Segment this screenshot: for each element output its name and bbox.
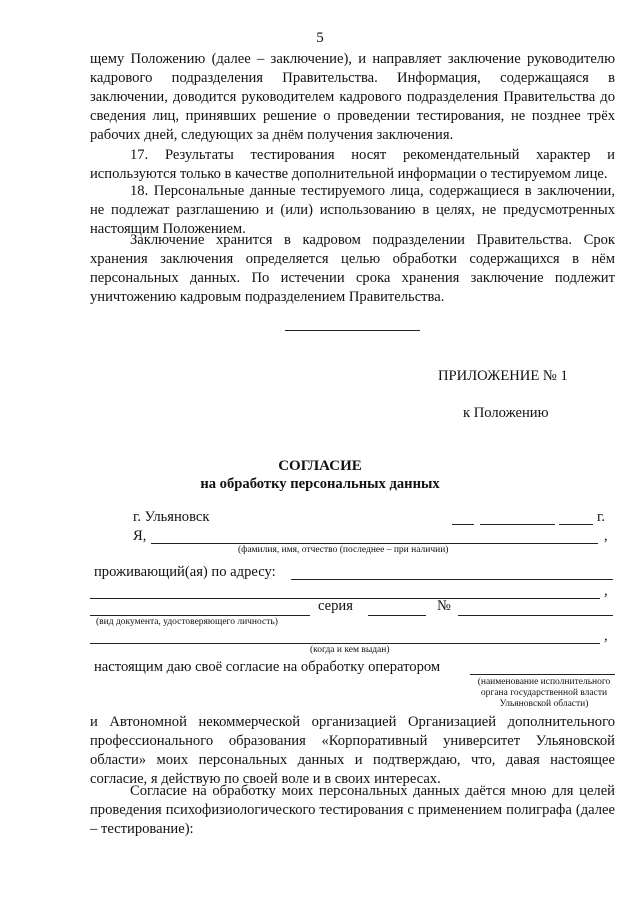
date-day-field[interactable] — [452, 524, 474, 525]
page-number: 5 — [316, 30, 324, 46]
consent-subtitle: на обработку персональных данных — [200, 476, 440, 492]
document-hint: (вид документа, удостоверяющего личность) — [96, 617, 278, 627]
paragraph-intro-continued: щему Положению (далее – заключение), и направляет заключение руководителю кадрового подразделения Правительства. Информация, содержащаяся в заключении, доводится руководителем кадрового подразделения Правительства до сведения лиц, принявших решение о проведении тестирования, не позднее трёх рабочих дней, следующих за днём получения заключения. — [90, 51, 615, 143]
appendix-ref: к Положению — [463, 405, 549, 421]
issued-hint: (когда и кем выдан) — [310, 645, 390, 655]
i-label: Я, — [133, 528, 147, 544]
number-field[interactable] — [458, 615, 613, 616]
city-label: г. Ульяновск — [133, 509, 210, 525]
paragraph-storage: Заключение хранится в кадровом подразделении Правительства. Срок хранения заключения определяется целью обработки содержащихся в нём персональных данных. По истечении срока хранения заключение подлежит уничтожению кадровым подразделением Правительства. — [90, 232, 615, 305]
operator-field[interactable] — [470, 674, 615, 675]
operator-hint: (наименование исполнительного органа государственной власти Ульяновской области) — [477, 677, 611, 709]
fio-field[interactable] — [151, 543, 598, 544]
consent-title: СОГЛАСИЕ — [278, 458, 362, 474]
year-suffix: г. — [597, 509, 605, 525]
number-label: № — [437, 598, 451, 614]
consent-body-paragraph: и Автономной некоммерческой организацией Организацией дополнительного профессионального образования «Корпоративный университет Ульяновской области» моих персональных данных и подтверждаю, что, давая настоящее согласие, я действую по своей воле и в своих интересах. — [90, 714, 615, 787]
fio-hint: (фамилия, имя, отчество (последнее – при наличии) — [238, 545, 449, 555]
issued-field[interactable] — [90, 643, 600, 644]
address-field-1[interactable] — [291, 579, 613, 580]
paragraph-17: 17. Результаты тестирования носят рекомендательный характер и используются только в качестве дополнительной информации о тестируемом лице. — [90, 147, 615, 182]
issued-comma: , — [604, 628, 608, 644]
series-field[interactable] — [368, 615, 426, 616]
date-year-field[interactable] — [559, 524, 593, 525]
document-type-field[interactable] — [90, 615, 310, 616]
address-label: проживающий(ая) по адресу: — [94, 564, 276, 580]
fio-comma: , — [604, 528, 608, 544]
address-comma: , — [604, 583, 608, 599]
appendix-label: ПРИЛОЖЕНИЕ № 1 — [438, 368, 568, 384]
series-label: серия — [318, 598, 353, 614]
separator-line — [285, 330, 420, 331]
date-month-field[interactable] — [480, 524, 555, 525]
paragraph-18: 18. Персональные данные тестируемого лица, содержащиеся в заключении, не подлежат разглашению и (или) использованию в целях, не предусмотренных настоящим Положением. — [90, 183, 615, 237]
consent-purpose-paragraph: Согласие на обработку моих персональных данных даётся мною для целей проведения психофизиологического тестирования с применением полиграфа (далее – тестирование): — [90, 783, 615, 837]
operator-label: настоящим даю своё согласие на обработку оператором — [94, 659, 441, 675]
